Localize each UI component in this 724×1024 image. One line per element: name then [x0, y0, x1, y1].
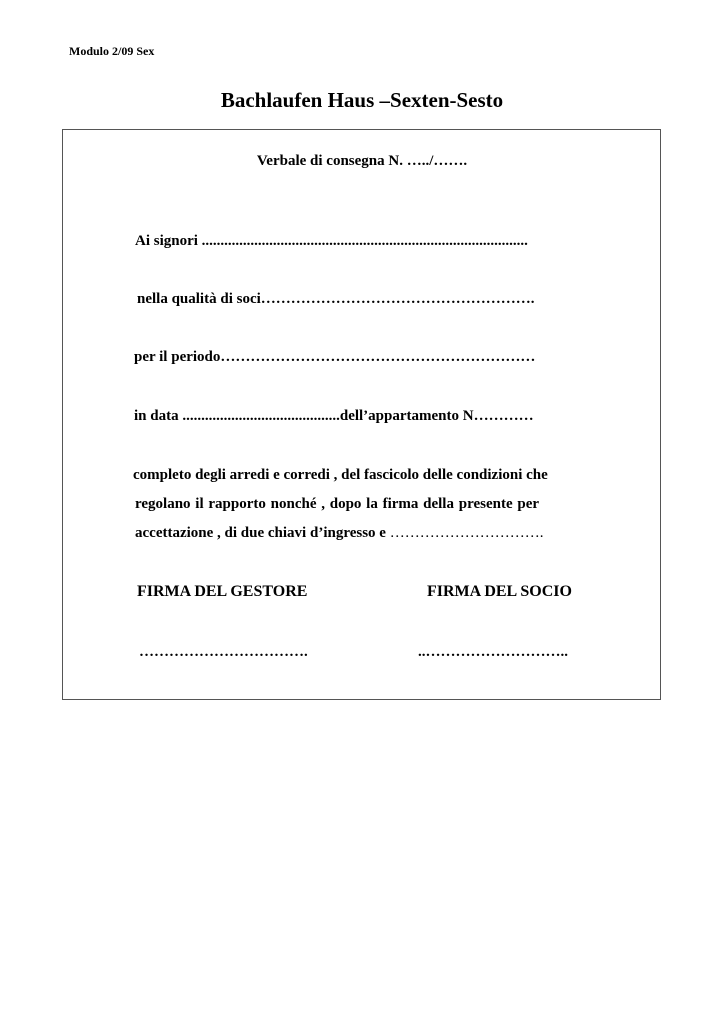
firma-gestore-label: FIRMA DEL GESTORE — [137, 583, 308, 600]
firma-gestore-dots: ……………………………. — [139, 644, 308, 660]
document-title: Bachlaufen Haus –Sexten-Sesto — [220, 88, 504, 112]
paragraph-line-3-text: accettazione , di due chiavi d’ingresso e — [135, 525, 386, 541]
paragraph-line-3-dots: …………………………. — [385, 525, 544, 541]
form-code: Modulo 2/09 Sex — [69, 44, 155, 58]
ai-signori-line: Ai signori ....................................................................................... — [135, 233, 528, 249]
periodo-line: per il periodo……………………………………………………… — [134, 349, 536, 365]
paragraph-line-1: completo degli arredi e corredi , del fascicolo delle condizioni che — [133, 467, 548, 483]
in-data-line: in data ..........................................dell’appartamento N………… — [134, 408, 534, 424]
verbale-heading: Verbale di consegna N. …../……. — [256, 153, 468, 169]
qualita-soci-line: nella qualità di soci………………………………………………. — [137, 291, 535, 307]
firma-socio-label: FIRMA DEL SOCIO — [427, 583, 572, 600]
firma-socio-dots: ..……………………….. — [418, 644, 568, 660]
paragraph-line-2: regolano il rapporto nonché , dopo la firma della presente per — [135, 496, 540, 512]
paragraph-line-3 — [135, 525, 543, 542]
